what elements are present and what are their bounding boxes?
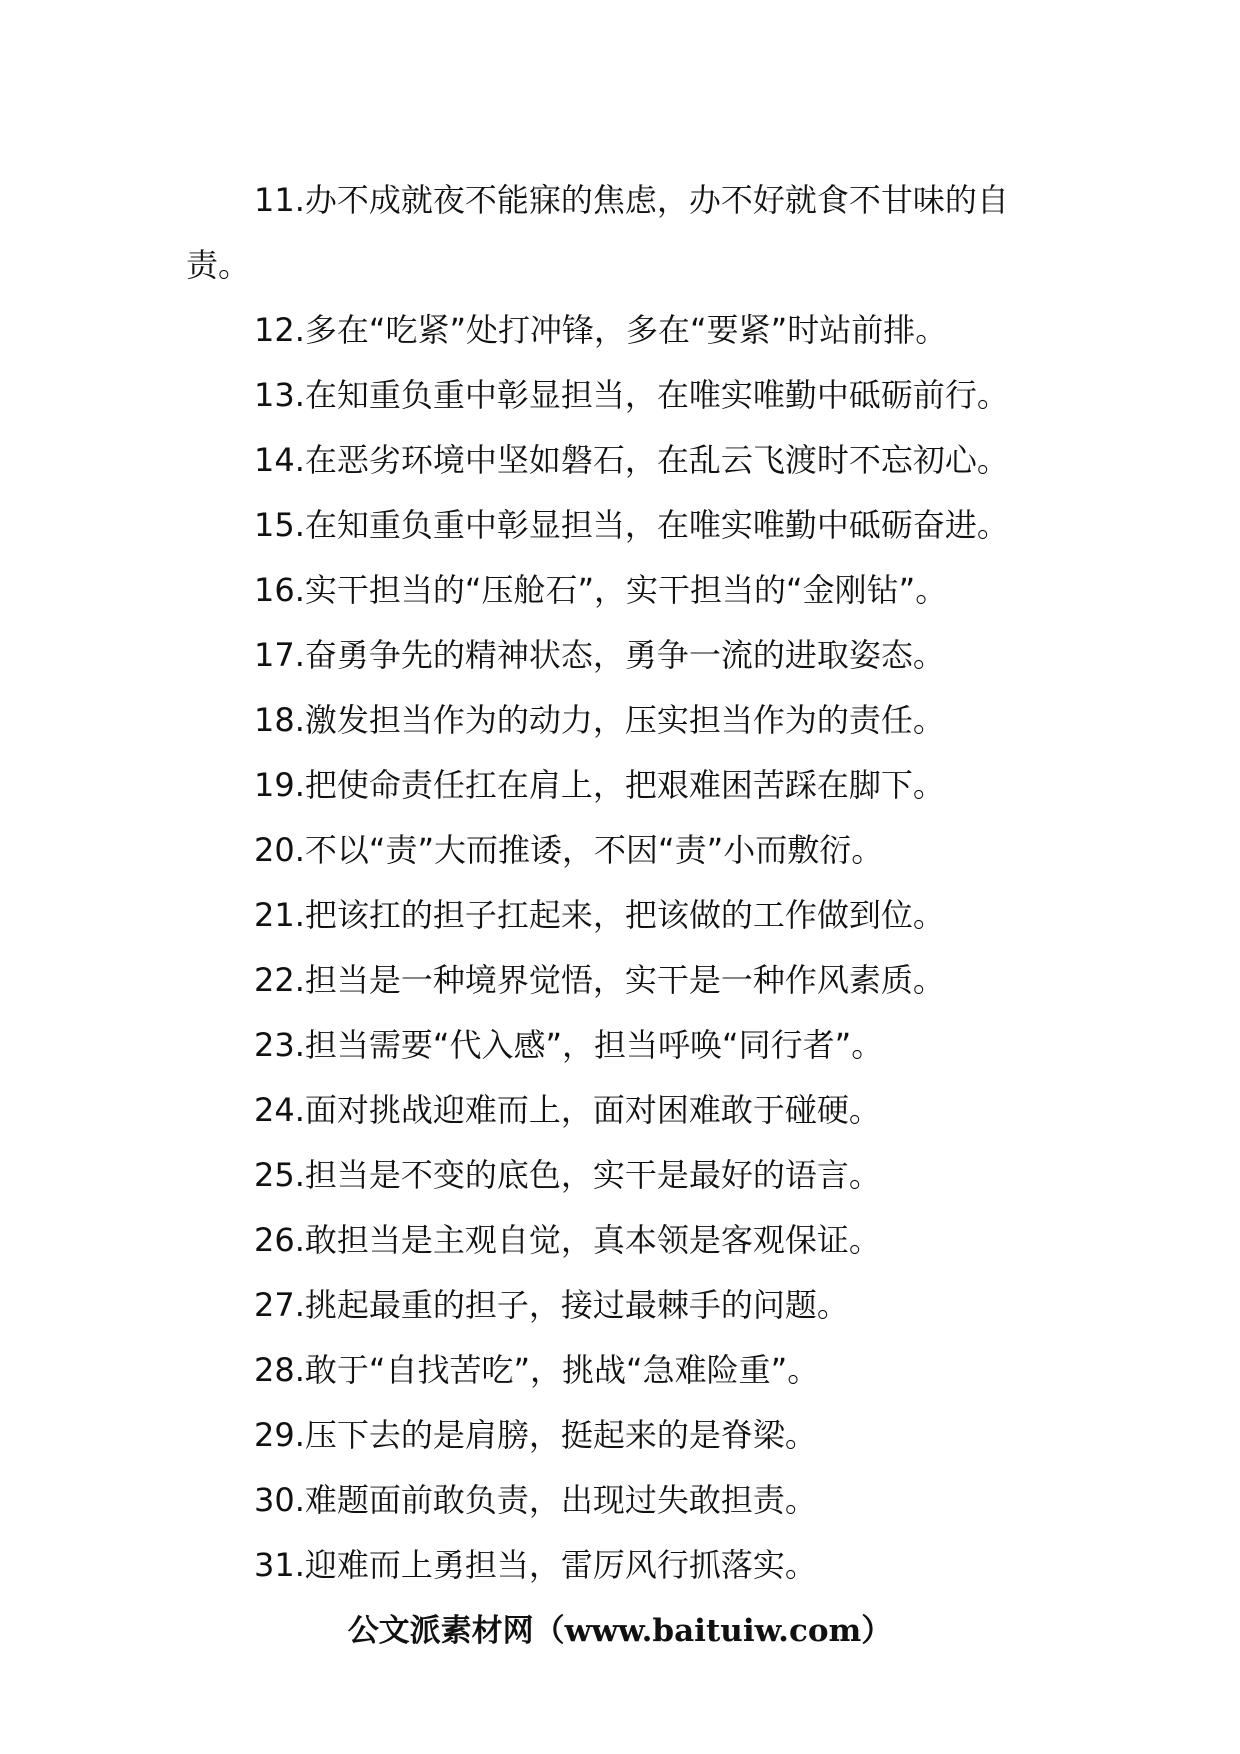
list-item: 29.压下去的是肩膀，挺起来的是脊梁。: [254, 1416, 817, 1454]
footer-watermark: 公文派素材网（www.baituiw.com）: [347, 1613, 893, 1649]
list-item: 16.实干担当的“压舱石”，实干担当的“金刚钻”。: [254, 571, 948, 609]
list-item: 27.挑起最重的担子，接过最棘手的问题。: [254, 1286, 849, 1324]
list-item: 20.不以“责”大而推诿，不因“责”小而敷衍。: [254, 831, 884, 869]
list-item: 26.敢担当是主观自觉，真本领是客观保证。: [254, 1221, 881, 1259]
list-item: 14.在恶劣环境中坚如磐石，在乱云飞渡时不忘初心。: [254, 441, 1009, 479]
list-item: 30.难题面前敢负责，出现过失敢担责。: [254, 1481, 817, 1519]
list-item: 12.多在“吃紧”处打冲锋，多在“要紧”时站前排。: [254, 311, 948, 349]
list-item: 13.在知重负重中彰显担当，在唯实唯勤中砥砺前行。: [254, 376, 1009, 414]
list-item: 24.面对挑战迎难而上，面对困难敢于碰硬。: [254, 1091, 881, 1129]
list-item: 25.担当是不变的底色，实干是最好的语言。: [254, 1156, 881, 1194]
list-item: 22.担当是一种境界觉悟，实干是一种作风素质。: [254, 961, 945, 999]
list-item: 23.担当需要“代入感”，担当呼唤“同行者”。: [254, 1026, 884, 1064]
document-body: [186, 168, 1066, 1598]
list-item: 19.把使命责任扛在肩上，把艰难困苦踩在脚下。: [254, 766, 945, 804]
list-item: 28.敢于“自找苦吃”，挑战“急难险重”。: [254, 1351, 820, 1389]
list-item: 17.奋勇争先的精神状态，勇争一流的进取姿态。: [254, 636, 945, 674]
list-item: 11.办不成就夜不能寐的焦虑，办不好就食不甘味的自责。: [186, 181, 1009, 284]
list-item: 31.迎难而上勇担当，雷厉风行抓落实。: [254, 1546, 817, 1584]
list-item: 21.把该扛的担子扛起来，把该做的工作做到位。: [254, 896, 945, 934]
list-item: 18.激发担当作为的动力，压实担当作为的责任。: [254, 701, 945, 739]
list-item: 15.在知重负重中彰显担当，在唯实唯勤中砥砺奋进。: [254, 506, 1009, 544]
